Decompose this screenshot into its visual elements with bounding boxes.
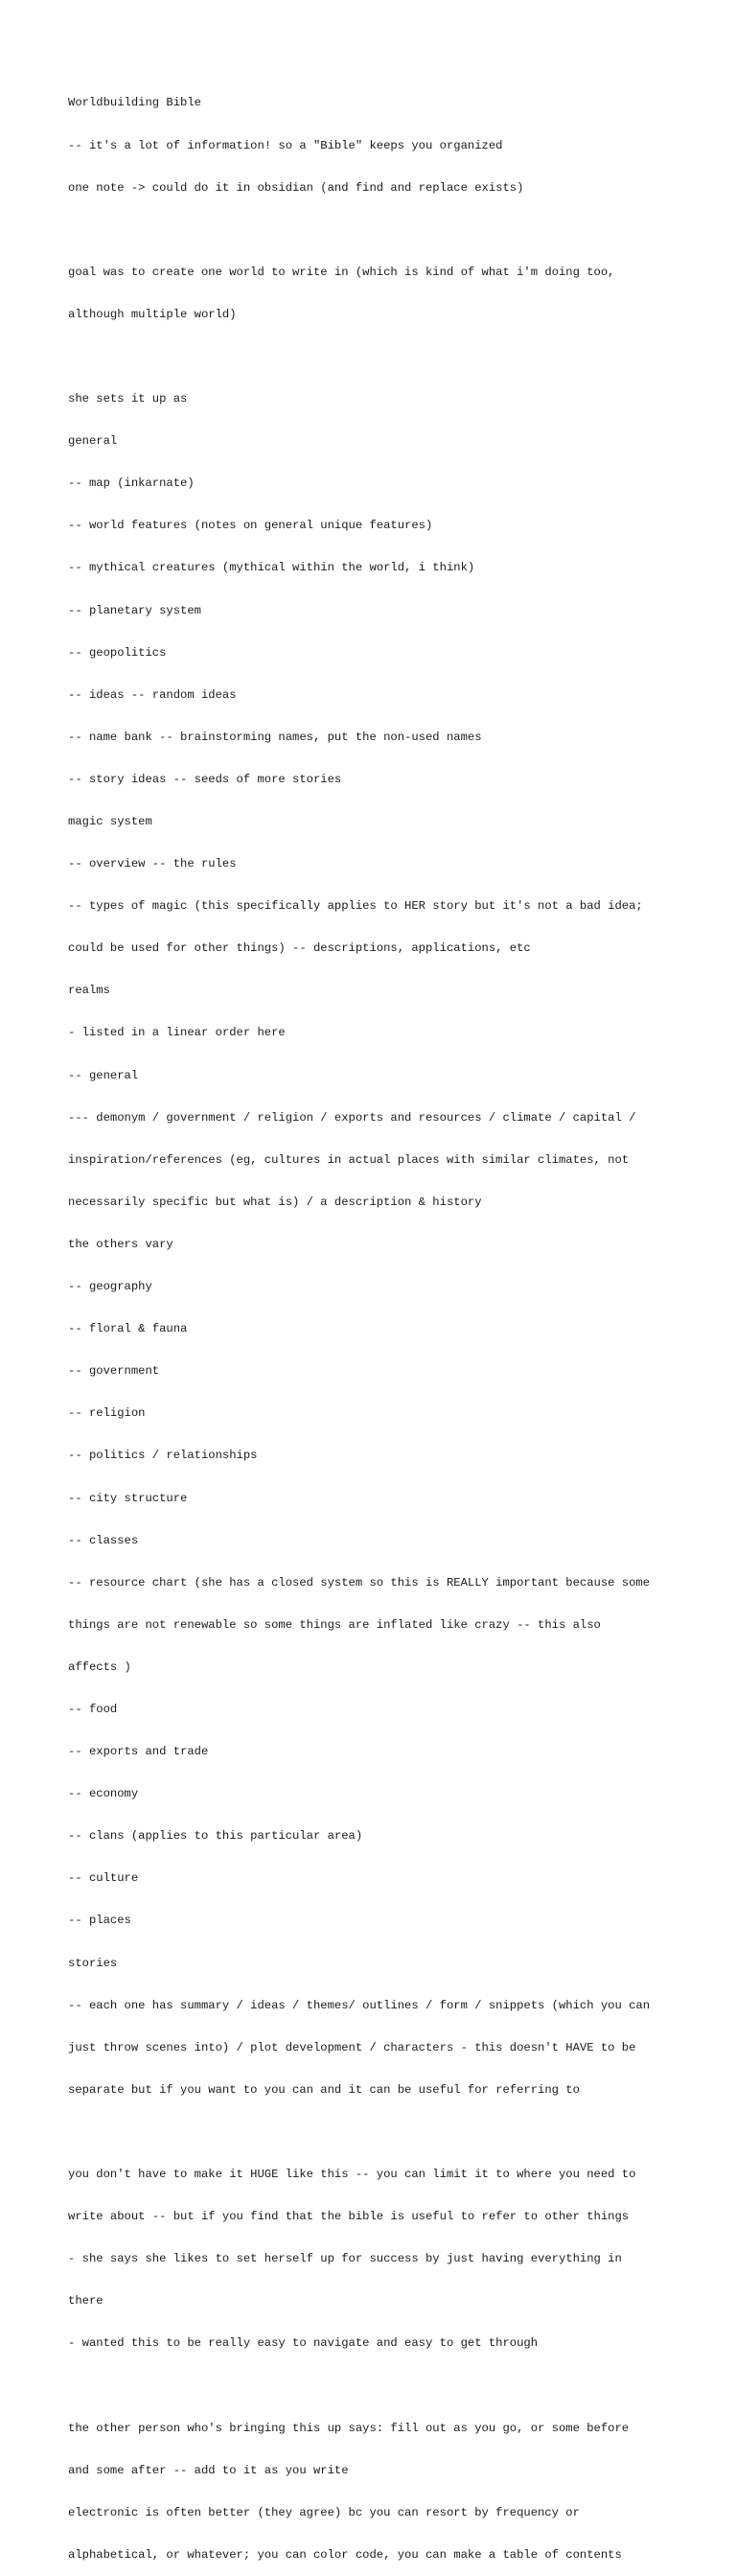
section-heading-stories: stories — [68, 1956, 118, 1970]
list-item: -- politics / relationships — [68, 1449, 258, 1463]
list-item: -- classes — [68, 1533, 139, 1547]
text-line: could be used for other things) -- descriptions, applications, etc — [68, 941, 531, 956]
blank-line — [68, 223, 701, 238]
list-item: - she says she likes to set herself up for success by just having everything in — [68, 2252, 622, 2266]
text-line: things are not renewable so some things are inflated like crazy -- this also — [68, 1617, 601, 1632]
text-line: affects ) — [68, 1659, 131, 1674]
list-item: -- story ideas -- seeds of more stories — [68, 772, 342, 786]
list-item: - wanted this to be really easy to navigate and easy to get through — [68, 2336, 539, 2351]
list-item: -- overview -- the rules — [68, 857, 237, 871]
list-item: -- planetary system — [68, 603, 201, 617]
list-item: -- floral & fauna — [68, 1322, 188, 1336]
text-line: necessarily specific but what is) / a description & history — [68, 1195, 482, 1209]
list-item: -- city structure — [68, 1491, 188, 1505]
list-item: -- resource chart (she has a closed system so this is REALLY important because some — [68, 1575, 651, 1590]
text-line: separate but if you want to you can and it can be useful for referring to — [68, 2082, 580, 2097]
text-line: electronic is often better (they agree) bc you can resort by frequency or — [68, 2505, 580, 2519]
text-line: just throw scenes into) / plot development / characters - this doesn't HAVE to be — [68, 2040, 636, 2054]
list-item: -- map (inkarnate) — [68, 476, 195, 491]
section-heading-magic-system: magic system — [68, 815, 152, 828]
blank-line — [68, 350, 701, 364]
list-item: -- mythical creatures (mythical within the world, i think) — [68, 561, 475, 575]
document-page — [68, 68, 701, 2576]
document-title: Worldbuilding Bible — [68, 96, 201, 110]
text-line: -- it's a lot of information! so a "Bible" keeps you organized — [68, 138, 503, 152]
text-line: she sets it up as — [68, 392, 188, 406]
list-item: -- geopolitics — [68, 645, 167, 660]
list-item: -- each one has summary / ideas / themes/ outlines / form / snippets (which you can — [68, 1998, 651, 2012]
text-line: inspiration/references (eg, cultures in actual places with similar climates, not — [68, 1152, 630, 1167]
text-line: alphabetical, or whatever; you can color code, you can make a table of contents — [68, 2547, 622, 2562]
list-item: -- clans (applies to this particular area) — [68, 1829, 363, 1844]
list-item: -- types of magic (this specifically applies to HER story but it's not a bad idea; — [68, 899, 643, 914]
text-line: there — [68, 2294, 104, 2309]
text-line: and some after -- add to it as you write — [68, 2463, 349, 2477]
list-item: -- geography — [68, 1280, 152, 1294]
list-item: --- demonym / government / religion / exports and resources / climate / capital / — [68, 1110, 636, 1125]
text-line: you don't have to make it HUGE like this -- you can limit it to where you need to — [68, 2168, 636, 2181]
section-heading-realms: realms — [68, 984, 110, 998]
list-item: -- religion — [68, 1406, 146, 1421]
text-line: the others vary — [68, 1237, 173, 1251]
text-line: the other person who's bringing this up says: fill out as you go, or some before — [68, 2421, 630, 2435]
list-item: -- world features (notes on general unique features) — [68, 519, 433, 533]
blank-line — [68, 2125, 701, 2140]
list-item: -- exports and trade — [68, 1745, 209, 1759]
blank-line — [68, 2379, 701, 2393]
list-item: -- economy — [68, 1787, 139, 1801]
text-line: goal was to create one world to write in (which is kind of what i'm doing too, — [68, 265, 615, 279]
list-item: -- food — [68, 1702, 118, 1716]
section-heading-general: general — [68, 434, 118, 449]
list-item: -- places — [68, 1914, 131, 1928]
text-line: although multiple world) — [68, 307, 237, 321]
text-line: one note -> could do it in obsidian (and find and replace exists) — [68, 180, 524, 195]
list-item: - listed in a linear order here — [68, 1026, 286, 1040]
list-item: -- name bank -- brainstorming names, put the non-used names — [68, 730, 482, 744]
list-item: -- culture — [68, 1871, 139, 1886]
list-item: -- ideas -- random ideas — [68, 687, 237, 702]
text-line: write about -- but if you find that the bible is useful to refer to other things — [68, 2210, 630, 2224]
list-item: -- general — [68, 1068, 139, 1082]
list-item: -- government — [68, 1364, 160, 1379]
